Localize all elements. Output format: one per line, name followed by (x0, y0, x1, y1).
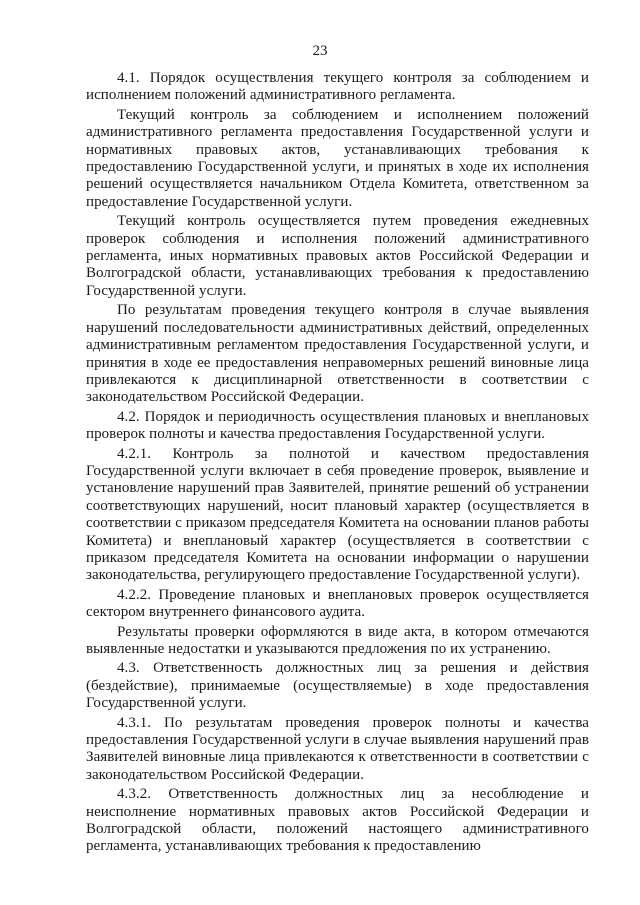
paragraph-daily-checks: Текущий контроль осуществляется путем проведения ежедневных проверок соблюдения и исполнения положений административного регламента, иных нормативных правовых актов Российской Федерации и Волгоградской области, устанавливающих требования к предоставлению Государственной услуги. (86, 213, 589, 299)
paragraph-4-3: 4.3. Ответственность должностных лиц за решения и действия (бездействие), принимаемые (осуществляемые) в ходе предоставления Государственной услуги. (86, 660, 589, 712)
paragraph-control-results: По результатам проведения текущего контроля в случае выявления нарушений последовательности административных действий, определенных административным регламентом предоставления Государственной услуги, и принятия в ходе ее предоставления неправомерных решений виновные лица привлекаются к дисциплинарной ответственности в соответствии с законодательством Российской Федерации. (86, 302, 589, 406)
paragraph-current-control: Текущий контроль за соблюдением и исполнением положений административного регламента предоставления Государственной услуги и нормативных правовых актов, устанавливающих требования к предоставлению Государственной услуги, и принятых в ходе их исполнения решений осуществляется начальником Отдела Комитета, ответственном за предоставление Государственной услуги. (86, 106, 589, 210)
document-body (86, 70, 589, 858)
paragraph-4-2-1: 4.2.1. Контроль за полнотой и качеством предоставления Государственной услуги включает в себя проведение проверок, выявление и установление нарушений прав Заявителей, принятие решений об устранении соответствующих нарушений, носит плановый характер (осуществляется в соответствии с приказом председателя Комитета на основании планов работы Комитета) и внеплановый характер (осуществляется в соответствии с приказом председателя Комитета на основании информации о нарушении законодательства, регулирующего предоставление Государственной услуги). (86, 445, 589, 584)
paragraph-4-2-2: 4.2.2. Проведение плановых и внеплановых проверок осуществляется сектором внутреннего финансового аудита. (86, 586, 589, 621)
page-number: 23 (312, 43, 328, 59)
paragraph-audit-results: Результаты проверки оформляются в виде акта, в котором отмечаются выявленные недостатки и указываются предложения по их устранению. (86, 623, 589, 657)
paragraph-4-3-2: 4.3.2. Ответственность должностных лиц за несоблюдение и неисполнение нормативных правовых актов Российской Федерации и Волгоградской области, положений настоящего административного регламента, устанавливающих требования к предоставлению (86, 786, 589, 855)
paragraph-4-1: 4.1. Порядок осуществления текущего контроля за соблюдением и исполнением положений административного регламента. (86, 70, 589, 104)
paragraph-4-3-1: 4.3.1. По результатам проведения проверок полноты и качества предоставления Государственной услуги в случае выявления нарушений прав Заявителей виновные лица привлекаются к ответственности в соответствии с законодательством Российской Федерации. (86, 714, 589, 783)
paragraph-4-2: 4.2. Порядок и периодичность осуществления плановых и внеплановых проверок полноты и качества предоставления Государственной услуги. (86, 408, 589, 443)
